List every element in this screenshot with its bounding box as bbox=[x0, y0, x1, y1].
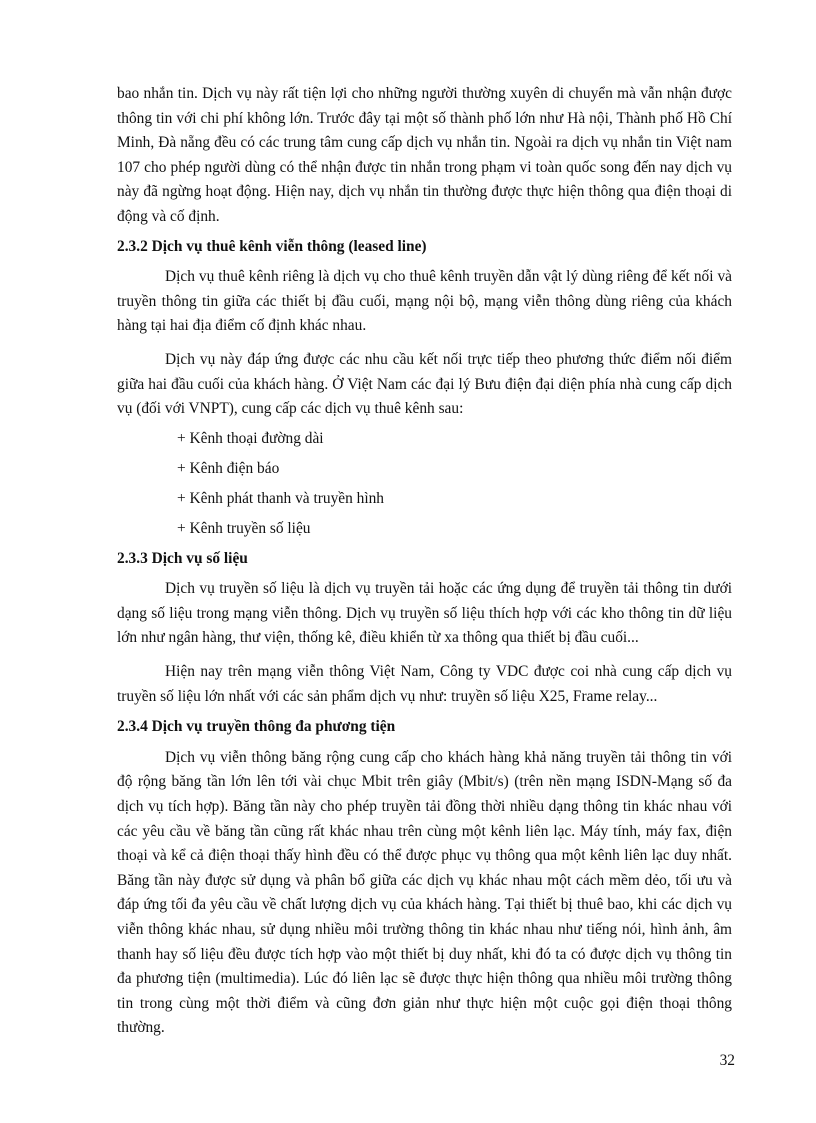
leased-channel-list bbox=[117, 427, 732, 542]
section-2-3-2-paragraph-2: Dịch vụ này đáp ứng được các nhu cầu kết nối trực tiếp theo phương thức điểm nối điểm giữa hai đầu cuối của khách hàng. Ở Việt Nam các đại lý Bưu điện đại diện phía nhà cung cấp dịch vụ (đối với VNPT), cung cấp các dịch vụ thuê kênh sau: bbox=[117, 350, 732, 418]
page-number: 32 bbox=[719, 1052, 735, 1069]
section-2-3-3-paragraph-1: Dịch vụ truyền số liệu là dịch vụ truyền tải hoặc các ứng dụng để truyền tải thông tin dưới dạng số liệu trong mạng viễn thông. Dịch vụ truyền số liệu thích hợp với các kho thông tin dữ liệu lớn như ngân hàng, thư viện, thống kê, điều khiển từ xa thông qua thiết bị đầu cuối... bbox=[117, 580, 732, 647]
section-heading-2-3-3: 2.3.3 Dịch vụ số liệu bbox=[117, 549, 248, 567]
section-2-3-3-paragraph-2: Hiện nay trên mạng viễn thông Việt Nam, Công ty VDC được coi nhà cung cấp dịch vụ truyền số liệu lớn nhất với các sản phẩm dịch vụ như: truyền số liệu X25, Frame relay... bbox=[117, 663, 732, 705]
section-2-3-4-paragraph: Dịch vụ viễn thông băng rộng cung cấp cho khách hàng khả năng truyền tải thông tin với độ rộng băng tần lớn lên tới vài chục Mbit trên giây (Mbit/s) (trên nền mạng ISDN-Mạng số đa dịch vụ tích hợp). Băng tần này cho phép truyền tải đồng thời nhiều dạng thông tin khác nhau với các yêu cầu về băng tần cũng rất khác nhau trên cùng một kênh liên lạc. Máy tính, máy fax, điện thoại và kể cả điện thoại thấy hình đều có thể được phục vụ thông qua một kênh liên lạc duy nhất. Băng tần này được sử dụng và phân bổ giữa các dịch vụ khác nhau một cách mềm dẻo, tối ưu và đáp ứng tối đa yêu cầu về chất lượng dịch vụ của khách hàng. Tại thiết bị thuê bao, khi các dịch vụ viễn thông khác nhau, sử dụng nhiều môi trường thông tin khác nhau như tiếng nói, hình ảnh, âm thanh hay số liệu đều được tích hợp vào một thiết bị duy nhất, khi đó ta có được dịch vụ thông tin đa phương tiện (multimedia). Lúc đó liên lạc sẽ được thực hiện thông qua nhiều môi trường thông tin trong cùng một thời điểm và cũng đơn giản như thực hiện một cuộc gọi điện thoại thông thường. bbox=[117, 748, 732, 1037]
list-item: + Kênh điện báo bbox=[177, 459, 280, 477]
page-content bbox=[117, 82, 732, 1041]
section-2-3-2-paragraph-1: Dịch vụ thuê kênh riêng là dịch vụ cho thuê kênh truyền dẫn vật lý dùng riêng để kết nối và truyền thông tin giữa các thiết bị đầu cuối, mạng nội bộ, mạng viễn thông dùng riêng của khách hàng tại hai địa điểm cố định khác nhau. bbox=[117, 268, 732, 335]
section-heading-2-3-2: 2.3.2 Dịch vụ thuê kênh viễn thông (leased line) bbox=[117, 237, 427, 255]
section-heading-2-3-4: 2.3.4 Dịch vụ truyền thông đa phương tiện bbox=[117, 718, 396, 736]
intro-paragraph: bao nhắn tin. Dịch vụ này rất tiện lợi cho những người thường xuyên di chuyển mà vẫn nhận được thông tin với chi phí không lớn. Trước đây tại một số thành phố lớn như Hà nội, Thành phố Hồ Chí Minh, Đà nẵng đều có các trung tâm cung cấp dịch vụ nhắn tin. Ngoài ra dịch vụ nhắn tin Việt nam 107 cho phép người dùng có thể nhận được tin nhắn trong phạm vi toàn quốc song đến nay dịch vụ này đã ngừng hoạt động. Hiện nay, dịch vụ nhắn tin thường được thực hiện thông qua điện thoại di động và cố định. bbox=[117, 85, 732, 225]
list-item: + Kênh truyền số liệu bbox=[177, 519, 311, 537]
list-item: + Kênh thoại đường dài bbox=[177, 429, 324, 447]
list-item: + Kênh phát thanh và truyền hình bbox=[177, 489, 384, 507]
